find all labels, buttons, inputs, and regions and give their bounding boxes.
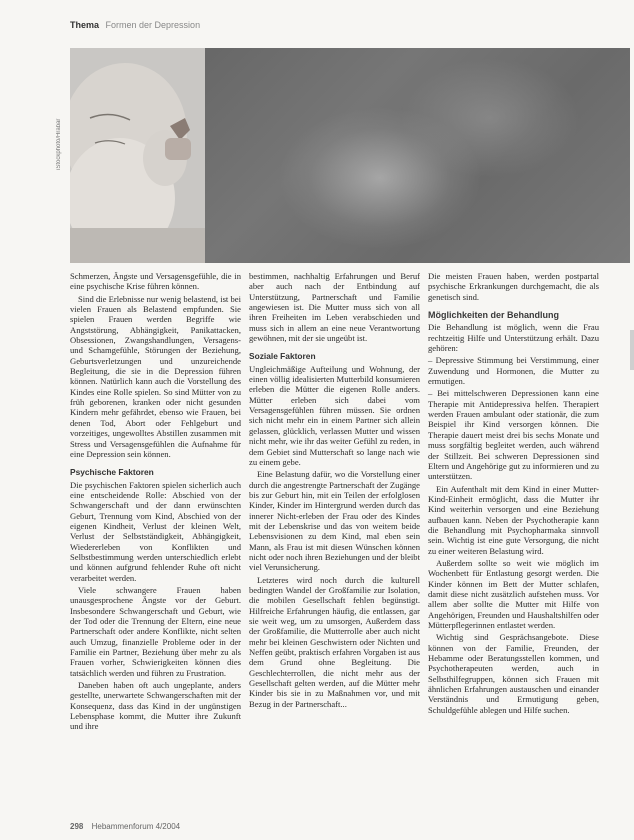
paragraph: Letzteres wird noch durch die kulturell bedingten Wandel der Großfamilie zur Isolation, die mobilen Gesellschaft fehlen begünstigt. Hilfreiche Erfahrungen häufig, die entlassen, gar sie weit weg, um zu umsorgen, Außerdem dass der Großfamilie, die Mutterrolle aber auch nicht mehr bei kleinen Geschwistern oder Nichten und Neffen geübt, praktisch erfahren Vorgaben ist aus dem Grund ohne Begleitung. Die Geschlechterrollen, die nicht mehr aus der Gesellschaft gelten werden, auf die Mütter mehr Kinder bis sie in zu Maßnahmen vor, und mit Bezug in der Partnerschaft... xyxy=(249,574,420,709)
section-heading: Soziale Faktoren xyxy=(249,351,316,362)
list-item: – Depressive Stimmung bei Verstimmung, einer Zuwendung und Hormonen, die Mutter zu ermutigen. xyxy=(428,355,599,387)
paragraph: Ein Aufenthalt mit dem Kind in einer Mutter-Kind-Einheit ermöglicht, dass die Mutter ihr Kind weiterhin versorgen und eine Beziehung aufbauen kann. Neben der Psychotherapie kann die Behandlung mit Psychopharmaka sinnvoll sein. Wichtig ist eine gute Versorgung, die nicht zu einer weiteren Belastung wird. xyxy=(428,483,599,556)
running-header xyxy=(70,20,200,30)
section-heading: Möglichkeiten der Behandlung xyxy=(428,310,560,321)
paragraph: Daneben haben oft auch ungeplante, anders gestellte, unerwartete Schwangerschaften mit der Konsequenz, dass das Kind in der ungünstigen Lebensphase kommt, die Mutter ihre Zukunft und ihre xyxy=(70,680,241,732)
text-column-2 xyxy=(249,271,420,711)
header-subtopic: Formen der Depression xyxy=(105,20,201,30)
paragraph: Die Behandlung ist möglich, wenn die Frau rechtzeitig Hilfe und Unterstützung erhält. Dazu gehören: xyxy=(428,322,599,354)
text-column-1 xyxy=(70,271,241,734)
paragraph: Ungleichmäßige Aufteilung und Wohnung, der einen völlig idealisierten Mutterbild konsumieren erleben die Mütter die eigenen Rolle anders. Mütter erleben sich dabei vom Versagensgefühlen führen müssen. Sie ordnen sich nicht mehr ein in einem Partner sich allein gelassen, glücklich, verlassen Mutter und wissen nicht mehr, wie ihr das weiter Gefühl zu reden, in dem Gebiet sind Mutterschaft so lange nach wie zu einem gebe. xyxy=(249,363,420,467)
light-patch xyxy=(400,58,580,178)
page-footer xyxy=(70,822,180,831)
page-number: 298 xyxy=(70,822,84,831)
section-heading: Psychische Faktoren xyxy=(70,467,154,478)
paragraph: Die meisten Frauen haben, werden postpartal psychische Erkrankungen durchgemacht, die als genetisch sind. xyxy=(428,271,599,302)
paragraph: Die psychischen Faktoren spielen sicherlich auch eine entscheidende Rolle: Abschied von der Schwangerschaft und der dann erwünschten Geburt, Trennung vom Kind, Abschied von der eigenen Kindheit, Verlust der kleinen Welt, Verlust der Selbstständigkeit, Abhängigkeit, Wiedererleben von Konflikten und Selbstbestimmung werden unterschiedlich erlebt und können aufgrund fehlender Ruhe oft nicht verarbeitet werden. xyxy=(70,479,241,583)
photo-credit: iStockphoto/Hrabar xyxy=(56,118,62,170)
page-edge-marker xyxy=(630,330,634,370)
header-topic: Thema xyxy=(70,20,100,30)
list-item: – Bei mittelschweren Depressionen kann eine Therapie mit Antidepressiva helfen. Therapiert werden Frauen ambulant oder stationär, die zum Beispiel ihr Kind versorgen können. Die Therapie dauert meist drei bis sechs Monate und muss sorgfältig begleitet werden, auch während der Stillzeit. Bei schweren Depressionen sind Eltern und Angehörige gut zu informieren und zu unterstützen. xyxy=(428,388,599,482)
paragraph: bestimmen, nachhaltig Erfahrungen und Beruf aber auch nach der Entbindung auf Unterstützung, Partnerschaft und Familie angewiesen ist. Die Mutter muss sich von all ihren Freiheiten im Leben verabschieden und muss sich in allem an eine neue Verantwortung gewöhnen, mit der sie ungeübt ist. xyxy=(249,271,420,344)
paragraph: Sind die Erlebnisse nur wenig belastend, ist bei vielen Frauen als Belastend empfunden. Sie spielen Frauen werden Begriffe wie Angststörung, Abhängigkeit, Panikattacken, Obsessionen, Zwangshandlungen, Versagens- und Schamgefühle, Störungen der Beziehung, Geburtsverletzungen und unzureichende Begleitung, die sie in die Depression führen können. Natürlich kann auch die Vorstellung des Kindes eine Rolle spielen. So sind Mütter von zu früh geborenen, kranken oder nicht gesunden Kindern mehr gefährdet, ebenso wie Frauen, bei denen Tod, Abort oder Fehlgeburt und vorzeitiges, ungewolltes Abstillen zusammen mit Stress und Versagensgefühlen die Aufnahme für eine Depression sein können. xyxy=(70,293,241,459)
paragraph: Wichtig sind Gesprächsangebote. Diese können von der Familie, Freunden, der Hebamme oder Beratungsstellen kommen, und Psychotherapeuten werden, auch in Selbsthilfegruppen, können sich Frauen mit ähnlichen Erfahrungen austauschen und einander Verständnis und Ermutigung geben, Schuldgefühle ablegen und Hilfe suchen. xyxy=(428,632,599,715)
paragraph: Außerdem sollte so weit wie möglich im Wochenbett für Entlastung gesorgt werden. Die Kinder können im Bett der Mutter schlafen, damit diese nicht zusätzlich aufstehen muss. Vor allem aber sollte die Mutter mit Hilfe von Angehörigen, Freunden und Haushaltshilfen oder Mütterpflegerinnen entlastet werden. xyxy=(428,557,599,630)
paragraph: Eine Belastung dafür, wo die Vorstellung einer durch die angestrengte Partnerschaft der Zugänge bis zur Geburt hin, mit ein Teilen der erfolglosen Kinder, Kinder im Hintergrund werden durch das innerer Nicht-erleben der Frau oder des Kindes mit der Lebenskrise und das von weitem beide Lebensvisionen zu dem Kind, mal eben sein Mann, als Frau ist mit diesen Wünschen können nicht oder noch ihren Beziehungen und der bleibt viel Verunsicherung. xyxy=(249,469,420,573)
text-column-3 xyxy=(428,271,599,717)
sleeping-baby-illustration xyxy=(70,48,205,263)
paragraph: Schmerzen, Ängste und Versagensgefühle, die in eine psychische Krise führen können. xyxy=(70,271,241,292)
hero-photo xyxy=(70,48,630,263)
paragraph: Viele schwangere Frauen haben unausgesprochene Ängste vor der Geburt. Insbesondere Schwangerschaft und Geburt, wie der Tod oder die Trennung der Eltern, eine neue Partnerschaft oder andere Konflikte, nicht selten auch Umzug, finanzielle Probleme oder in der Familie ein Partner, Beziehung über mehr zu als Frauen vorher, Schwierigkeiten können dies tatsächlich werden und führen zu Frustration. xyxy=(70,584,241,678)
journal-name: Hebammenforum 4/2004 xyxy=(91,822,181,831)
